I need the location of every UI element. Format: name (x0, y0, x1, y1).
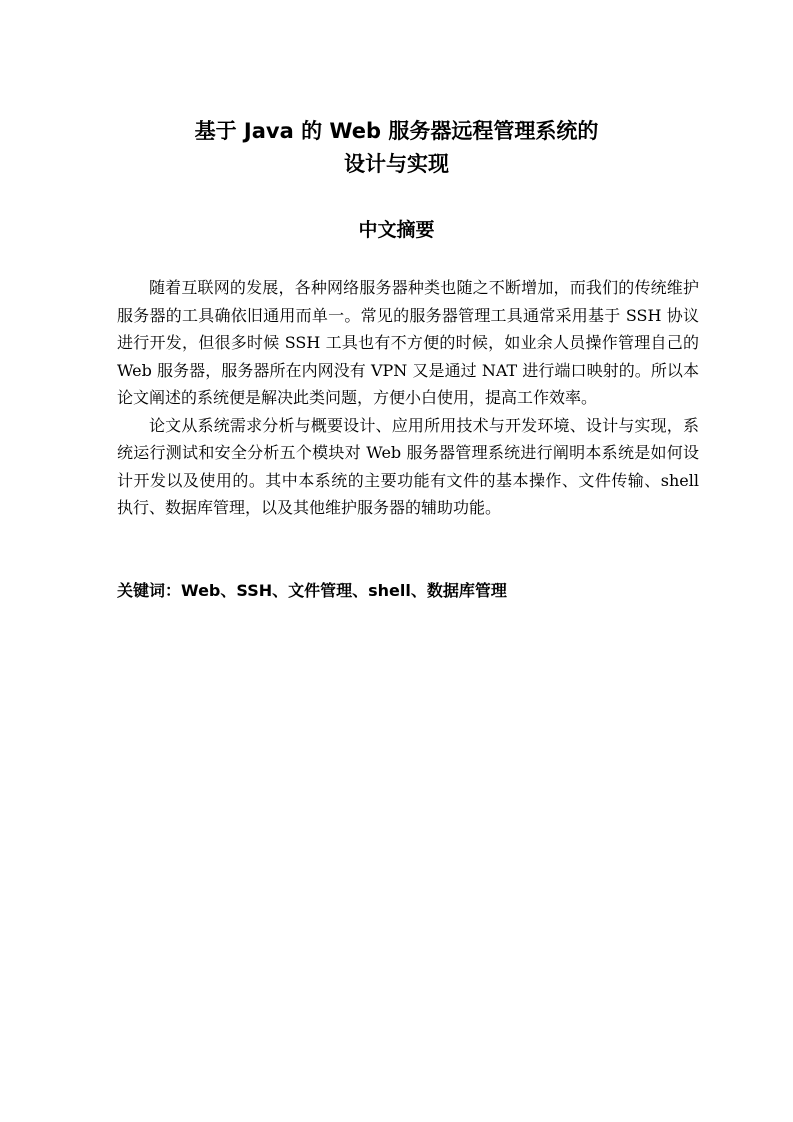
abstract-body (117, 274, 699, 522)
paper-title-line-1: 基于 Java 的 Web 服务器远程管理系统的 (194, 119, 599, 143)
abstract-paragraph-1: 随着互联网的发展，各种网络服务器种类也随之不断增加，而我们的传统维护服务器的工具确依旧通用而单一。常见的服务器管理工具通常采用基于 SSH 协议进行开发，但很多时候 SSH 工具也有不方便的时候，如业余人员操作管理自己的 Web 服务器，服务器所在内网没有 VPN 又是通过 NAT 进行端口映射的。所以本论文阐述的系统便是解决此类问题，方便小白使用，提高工作效率。 (117, 278, 699, 407)
keywords-line: 关键词：Web、SSH、文件管理、shell、数据库管理 (117, 581, 507, 600)
abstract-paragraph-2: 论文从系统需求分析与概要设计、应用所用技术与开发环境、设计与实现，系统运行测试和安全分析五个模块对 Web 服务器管理系统进行阐明本系统是如何设计开发以及使用的。其中本系统的主要功能有文件的基本操作、文件传输、shell 执行、数据库管理，以及其他维护服务器的辅助功能。 (117, 415, 699, 517)
abstract-heading: 中文摘要 (358, 219, 435, 241)
paper-title-line-2: 设计与实现 (344, 152, 449, 176)
